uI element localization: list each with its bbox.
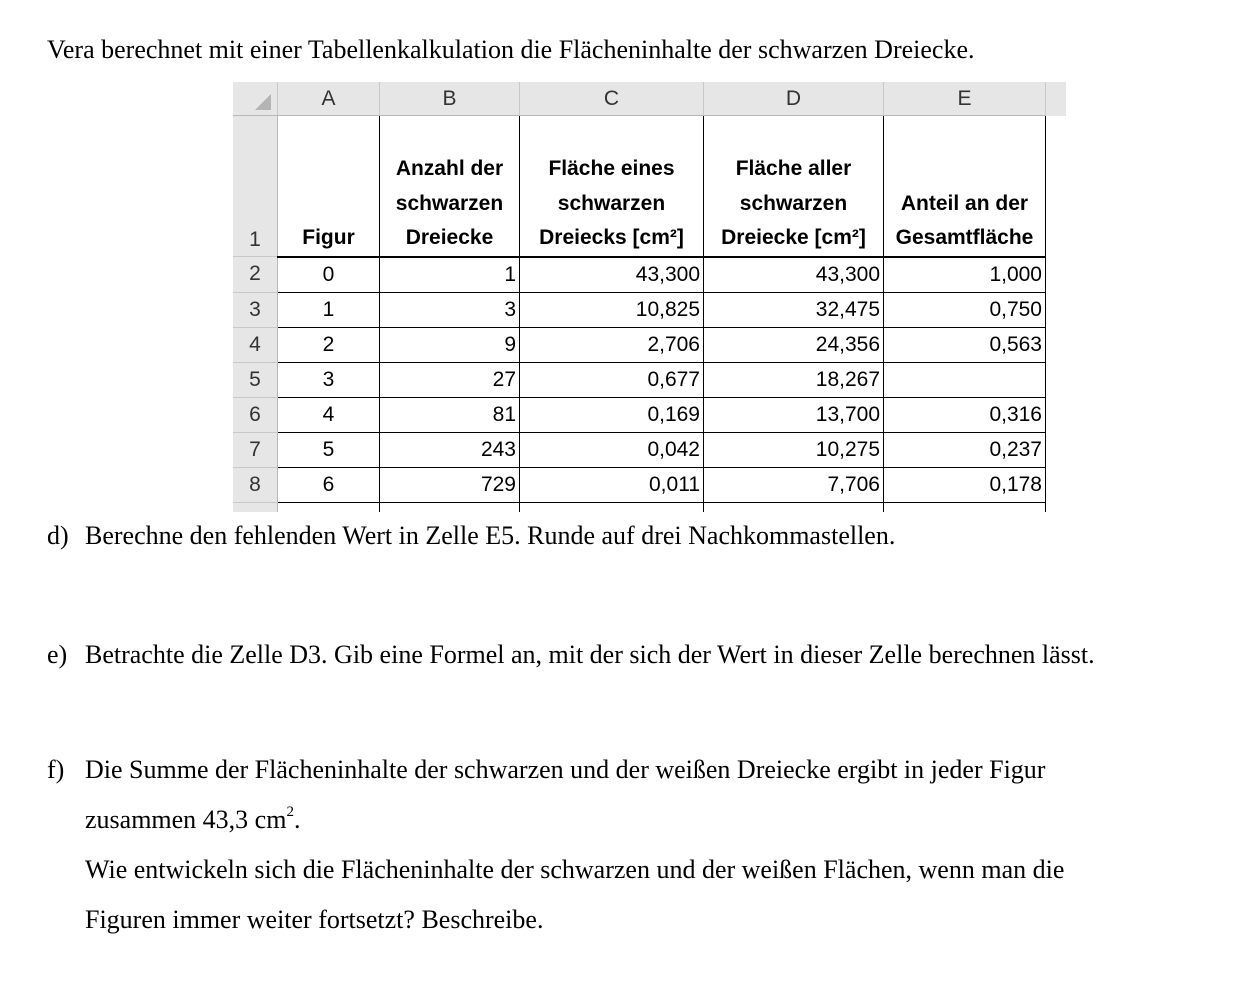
table-row <box>233 467 1066 502</box>
cell-e6[interactable]: 0,316 <box>884 397 1046 432</box>
column-header-a[interactable]: A <box>278 82 380 116</box>
row-header[interactable]: 2 <box>233 257 278 293</box>
task-f-line3: Wie entwickeln sich die Flächeninhalte der schwarzen und der weißen Flächen, wenn man die <box>85 855 1065 884</box>
cell-d4[interactable]: 24,356 <box>704 327 884 362</box>
cell-b3[interactable]: 3 <box>380 292 520 327</box>
header-c-line3: Dreiecks [cm²] <box>539 226 684 249</box>
cell-d8[interactable]: 7,706 <box>704 467 884 502</box>
cell-e4[interactable]: 0,563 <box>884 327 1046 362</box>
row-header[interactable]: 6 <box>233 397 278 432</box>
cell-f8-partial[interactable] <box>1046 467 1067 502</box>
cell-b8[interactable]: 729 <box>380 467 520 502</box>
cell-f4-partial[interactable] <box>1046 327 1067 362</box>
intro-text: Vera berechnet mit einer Tabellenkalkulation die Flächeninhalte der schwarzen Dreiecke. <box>47 35 975 64</box>
cell-c5[interactable]: 0,677 <box>520 362 704 397</box>
row-header-1[interactable]: 1 <box>233 116 278 257</box>
table-row <box>233 397 1066 432</box>
row-header[interactable]: 7 <box>233 432 278 467</box>
cell-b2[interactable]: 1 <box>380 257 520 293</box>
header-cell-c1[interactable] <box>520 116 704 257</box>
cell-e8[interactable]: 0,178 <box>884 467 1046 502</box>
cell-c6[interactable]: 0,169 <box>520 397 704 432</box>
cell-a6[interactable]: 4 <box>278 397 380 432</box>
cell-b5[interactable]: 27 <box>380 362 520 397</box>
header-d-line1: Fläche aller <box>735 157 852 180</box>
row-header[interactable]: 3 <box>233 292 278 327</box>
table-row <box>233 292 1066 327</box>
table-row <box>233 257 1066 293</box>
header-d-line2: schwarzen <box>739 191 848 215</box>
header-c-line1: Fläche eines <box>548 157 675 180</box>
column-header-e[interactable]: E <box>884 82 1046 116</box>
cell-d3[interactable]: 32,475 <box>704 292 884 327</box>
table-row <box>233 327 1066 362</box>
task-f-line2-end: . <box>293 805 301 834</box>
task-f-line1: Die Summe der Flächeninhalte der schwarzen und der weißen Dreiecke ergibt in jeder Figur <box>85 755 1046 784</box>
cell-e9-partial[interactable] <box>884 502 1046 512</box>
cell-f1-partial[interactable] <box>1046 116 1067 257</box>
cell-f6-partial[interactable] <box>1046 397 1067 432</box>
cell-f5-partial[interactable] <box>1046 362 1067 397</box>
cell-a2[interactable]: 0 <box>278 257 380 293</box>
task-f-line4: Figuren immer weiter fortsetzt? Beschreibe. <box>85 905 544 934</box>
cell-a7[interactable]: 5 <box>278 432 380 467</box>
cell-c4[interactable]: 2,706 <box>520 327 704 362</box>
column-header-f-partial[interactable] <box>1046 82 1067 116</box>
cell-c8[interactable]: 0,011 <box>520 467 704 502</box>
table-row <box>233 432 1066 467</box>
cell-a3[interactable]: 1 <box>278 292 380 327</box>
header-b-line1: Anzahl der <box>395 157 504 180</box>
row-header[interactable]: 8 <box>233 467 278 502</box>
cell-b7[interactable]: 243 <box>380 432 520 467</box>
header-b-line2: schwarzen <box>395 191 504 215</box>
select-all-triangle-icon <box>255 94 271 110</box>
table-header-row <box>233 116 1066 257</box>
header-cell-b1[interactable] <box>380 116 520 257</box>
task-e-text: Betrachte die Zelle D3. Gib eine Formel an, mit der sich der Wert in dieser Zelle berechnen lässt. <box>85 640 1095 669</box>
select-all-corner[interactable] <box>233 82 278 116</box>
cell-e7[interactable]: 0,237 <box>884 432 1046 467</box>
cell-a8[interactable]: 6 <box>278 467 380 502</box>
cell-e3[interactable]: 0,750 <box>884 292 1046 327</box>
header-cell-d1[interactable] <box>704 116 884 257</box>
column-header-row <box>233 82 1066 116</box>
spreadsheet <box>233 82 1066 512</box>
cell-c3[interactable]: 10,825 <box>520 292 704 327</box>
header-c-line2: schwarzen <box>557 191 666 215</box>
header-cell-e1[interactable] <box>884 116 1046 257</box>
cell-b6[interactable]: 81 <box>380 397 520 432</box>
header-e-line2: Gesamtfläche <box>895 226 1034 249</box>
task-e-label: e) <box>47 640 68 669</box>
column-header-b[interactable]: B <box>380 82 520 116</box>
cell-e2[interactable]: 1,000 <box>884 257 1046 293</box>
cell-d2[interactable]: 43,300 <box>704 257 884 293</box>
row-header[interactable]: 4 <box>233 327 278 362</box>
header-cell-a1[interactable] <box>278 116 380 257</box>
task-f-line2-main: zusammen 43,3 cm <box>85 805 287 834</box>
cell-b4[interactable]: 9 <box>380 327 520 362</box>
cell-d5[interactable]: 18,267 <box>704 362 884 397</box>
cell-e5-empty[interactable] <box>884 362 1046 397</box>
cell-d6[interactable]: 13,700 <box>704 397 884 432</box>
cell-a4[interactable]: 2 <box>278 327 380 362</box>
task-f-text <box>85 745 1064 945</box>
task-f-label: f) <box>47 755 65 784</box>
cell-a5[interactable]: 3 <box>278 362 380 397</box>
cell-f3-partial[interactable] <box>1046 292 1067 327</box>
cell-f9-partial[interactable] <box>1046 502 1067 512</box>
task-d-label: d) <box>47 521 69 550</box>
table-row <box>233 362 1066 397</box>
cell-d7[interactable]: 10,275 <box>704 432 884 467</box>
task-f-superscript: 2 <box>286 804 294 820</box>
header-d-line3: Dreiecke [cm²] <box>721 226 866 249</box>
cell-f7-partial[interactable] <box>1046 432 1067 467</box>
header-b-line3: Dreiecke <box>405 226 494 249</box>
cell-c2[interactable]: 43,300 <box>520 257 704 293</box>
header-figur: Figur <box>302 226 355 249</box>
task-d-text: Berechne den fehlenden Wert in Zelle E5. Runde auf drei Nachkommastellen. <box>85 521 896 550</box>
cell-c7[interactable]: 0,042 <box>520 432 704 467</box>
column-header-d[interactable]: D <box>704 82 884 116</box>
header-e-line1: Anteil an der <box>900 191 1029 215</box>
cell-f2-partial[interactable] <box>1046 257 1067 293</box>
task-f-line2 <box>85 795 1064 845</box>
row-header[interactable]: 5 <box>233 362 278 397</box>
column-header-c[interactable]: C <box>520 82 704 116</box>
